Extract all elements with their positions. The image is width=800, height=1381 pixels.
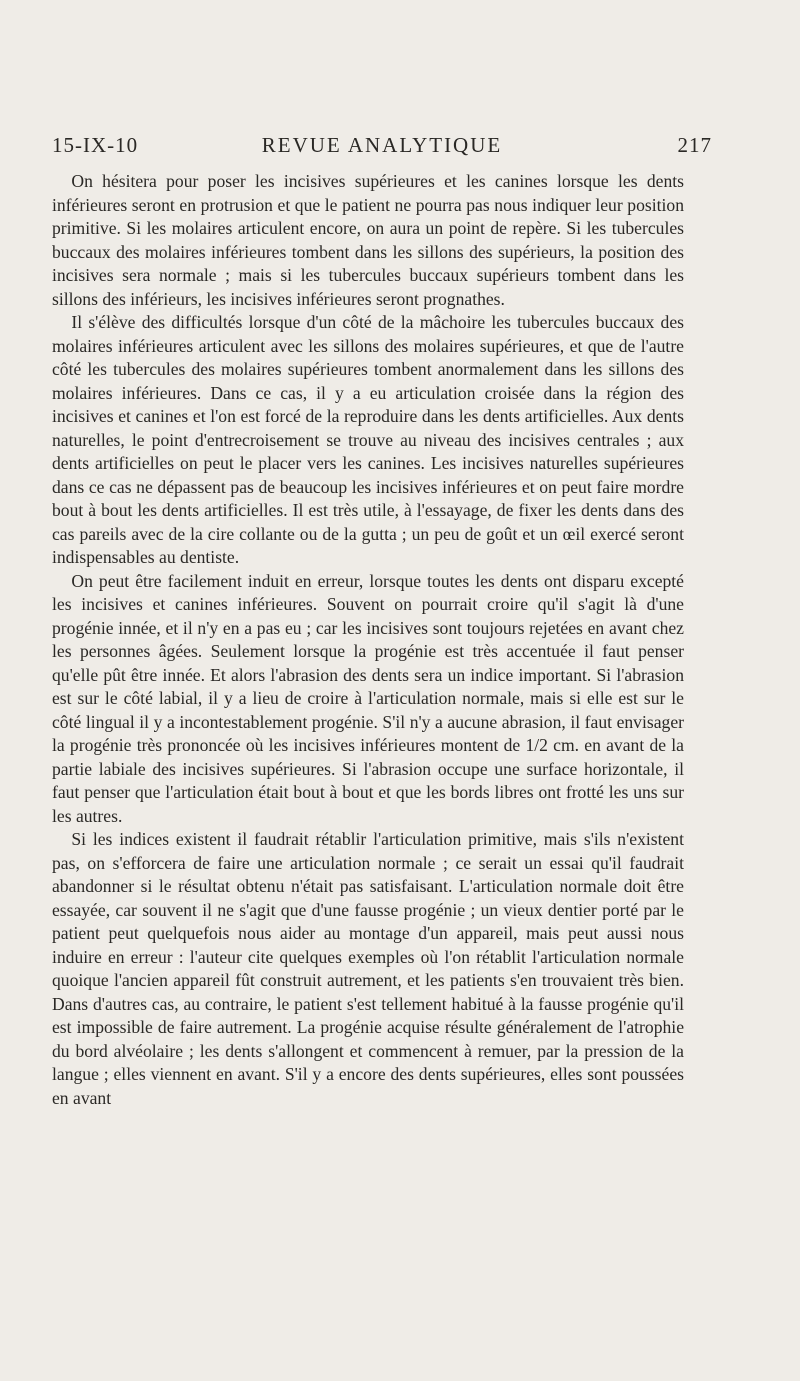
- page-number: 217: [677, 133, 712, 157]
- paragraph-4: Si les indices existent il faudrait rétablir l'articulation primitive, mais s'ils n'existent pas, on s'efforcera de faire une articulation normale ; ce serait un essai qu'il faudrait abandonner si le résultat obtenu n'était pas satisfaisant. L'articulation normale doit être essayée, car souvent il ne s'agit que d'une fausse progénie ; un vieux dentier porté par le patient peut quelquefois nous aider au montage d'un appareil, mais peut aussi nous induire en erreur : l'auteur cite quelques exemples où l'on rétablit l'articulation normale quoique l'ancien appareil fût construit autrement, et les patients s'en trouvaient très bien. Dans d'autres cas, au contraire, le patient s'est tellement habitué à la fausse progénie qu'il est impossible de faire autrement. La progénie acquise résulte généralement de l'atrophie du bord alvéolaire ; les dents s'allongent et commencent à remuer, par la pression de la langue ; elles viennent en avant. S'il y a encore des dents supérieures, elles sont poussées en avant: [52, 829, 684, 1108]
- issue-date: 15-IX-10: [52, 133, 139, 157]
- paragraph-3: On peut être facilement induit en erreur, lorsque toutes les dents ont disparu excepté les incisives et canines inférieures. Souvent on pourrait croire qu'il s'agit là d'une progénie innée, et il n'y en a pas eu ; car les incisives sont toujours rejetées en avant chez les personnes âgées. Seulement lorsque la progénie est très accentuée il faut penser qu'elle pût être innée. Et alors l'abrasion des dents sera un indice important. Si l'abrasion est sur le côté labial, il y a lieu de croire à l'articulation normale, mais si elle est sur le côté lingual il y a incontestablement progénie. S'il n'y a aucune abrasion, il faut envisager la progénie très prononcée où les incisives inférieures montent de 1/2 cm. en avant de la partie labiale des incisives supérieures. Si l'abrasion occupe une surface horizontale, il faut penser que l'articulation était bout à bout et que les bords libres ont frotté les uns sur les autres.: [52, 570, 684, 826]
- running-header: [52, 133, 712, 163]
- article-body: [52, 170, 684, 1110]
- journal-title: REVUE ANALYTIQUE: [261, 133, 503, 157]
- paragraph-2: Il s'élève des difficultés lorsque d'un côté de la mâchoire les tubercules buccaux des molaires inférieures articulent avec les sillons des molaires supérieures, et que de l'autre côté les tubercules des molaires supérieures tombent anormalement dans les sillons des molaires inférieures. Dans ce cas, il y a eu articulation croisée dans la région des incisives et canines et l'on est forcé de la reproduire dans les dents artificielles. Aux dents naturelles, le point d'entrecroisement se trouve au niveau des incisives centrales ; aux dents artificielles on peut le placer vers les canines. Les incisives naturelles supérieures dans ce cas ne dépassent pas de beaucoup les incisives inférieures et on peut faire mordre bout à bout les dents artificielles. Il est très utile, à l'essayage, de fixer les dents dans des cas pareils avec de la cire collante ou de la gutta ; un peu de goût et un œil exercé seront indispensables au dentiste.: [52, 312, 684, 567]
- paragraph-1: On hésitera pour poser les incisives supérieures et les canines lorsque les dents inférieures seront en protrusion et que le patient ne pourra pas nous indiquer leur position primitive. Si les molaires articulent encore, on aura un point de repère. Si les tubercules buccaux des molaires inférieures tombent dans les sillons des supérieurs, la position des incisives sera normale ; mais si les tubercules buccaux supérieurs tombent dans les sillons des inférieurs, les incisives inférieures seront prognathes.: [52, 171, 684, 309]
